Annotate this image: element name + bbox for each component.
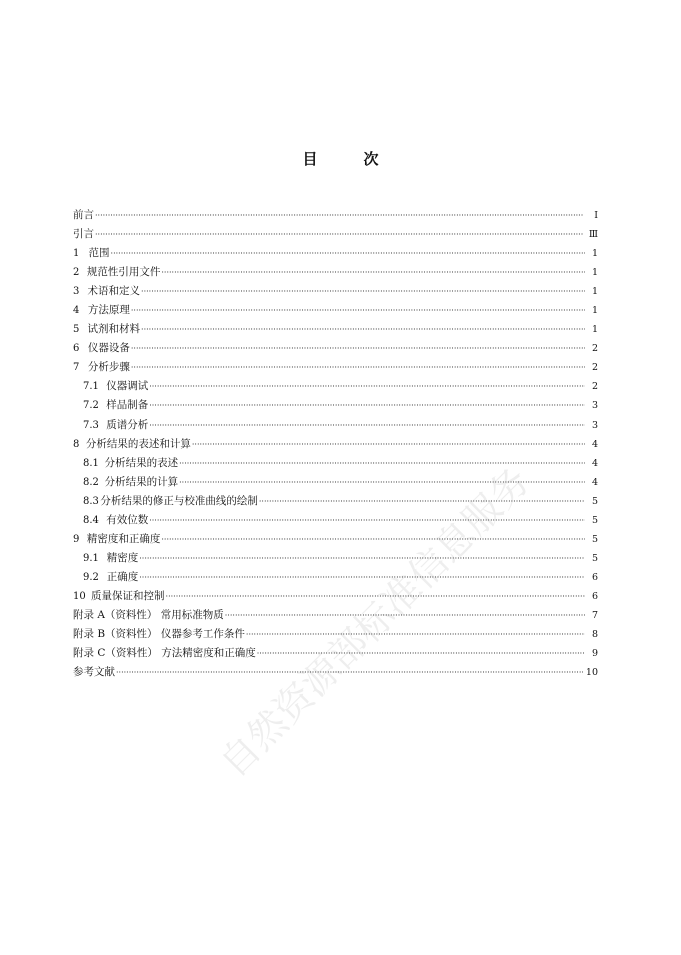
toc-label: 精密度和正确度 bbox=[86, 532, 161, 545]
toc-entry[interactable] bbox=[73, 606, 598, 625]
toc-entry[interactable] bbox=[73, 473, 598, 492]
toc-leader bbox=[161, 263, 585, 282]
title-right-char: 次 bbox=[363, 150, 379, 168]
toc-page: 5 bbox=[591, 514, 598, 526]
toc-leader bbox=[111, 244, 585, 263]
toc-entry[interactable] bbox=[73, 549, 598, 568]
toc-number: 8 bbox=[73, 438, 80, 450]
toc-leader bbox=[259, 492, 585, 511]
toc-label: 范围 bbox=[88, 247, 110, 260]
toc-number: 7.1 bbox=[83, 381, 99, 393]
toc-entry[interactable] bbox=[73, 454, 598, 473]
toc-entry[interactable] bbox=[73, 530, 598, 549]
toc-label: 分析结果的计算 bbox=[104, 475, 179, 488]
toc-entry[interactable] bbox=[73, 435, 598, 454]
toc-label: 术语和定义 bbox=[87, 285, 141, 298]
toc-leader bbox=[131, 339, 585, 358]
toc-page: 2 bbox=[591, 343, 598, 355]
toc-label: 分析结果的修正与校准曲线的绘制 bbox=[100, 494, 258, 507]
toc-page: Ⅲ bbox=[588, 229, 598, 241]
toc-label: 方法原理 bbox=[87, 304, 130, 317]
toc-entry[interactable] bbox=[73, 339, 598, 358]
toc-entry[interactable] bbox=[73, 377, 598, 396]
toc-page: 3 bbox=[591, 400, 598, 412]
toc-number: 8.4 bbox=[83, 514, 99, 526]
toc-label: 参考文献 bbox=[73, 666, 115, 679]
toc-number: 2 bbox=[73, 267, 80, 279]
toc-entry[interactable] bbox=[73, 301, 598, 320]
watermark: 自然资源部标准信息服务 bbox=[211, 458, 539, 786]
toc-page: 9 bbox=[591, 648, 598, 660]
toc-page: 7 bbox=[591, 609, 598, 621]
toc-leader bbox=[149, 377, 585, 396]
toc-leader bbox=[116, 663, 583, 682]
table-of-contents bbox=[73, 206, 598, 682]
toc-page: 6 bbox=[591, 571, 598, 583]
toc-number: 1 bbox=[73, 248, 80, 260]
toc-entry[interactable] bbox=[73, 511, 598, 530]
toc-label: 样品制备 bbox=[106, 399, 149, 412]
toc-label: 附录 B（资料性） 仪器参考工作条件 bbox=[73, 628, 245, 641]
toc-entry[interactable] bbox=[73, 282, 598, 301]
toc-leader bbox=[141, 320, 585, 339]
toc-label: 分析步骤 bbox=[87, 361, 130, 374]
toc-label: 引言 bbox=[73, 228, 94, 241]
toc-entry[interactable] bbox=[73, 396, 598, 415]
toc-leader bbox=[179, 473, 585, 492]
toc-label: 前言 bbox=[73, 209, 94, 221]
toc-entry[interactable] bbox=[73, 568, 598, 587]
toc-entry[interactable] bbox=[73, 206, 598, 225]
toc-label: 精密度 bbox=[106, 551, 139, 564]
toc-leader bbox=[139, 568, 585, 587]
toc-label: 附录 A（资料性） 常用标准物质 bbox=[73, 608, 224, 621]
title-left-char: 目 bbox=[302, 150, 318, 168]
toc-entry[interactable] bbox=[73, 492, 598, 511]
toc-page: 6 bbox=[591, 590, 598, 602]
toc-page: 5 bbox=[591, 552, 598, 564]
toc-leader bbox=[149, 416, 585, 435]
toc-number: 8.1 bbox=[83, 457, 99, 469]
toc-entry[interactable] bbox=[73, 644, 598, 663]
toc-page: 1 bbox=[591, 248, 598, 260]
toc-page: 3 bbox=[591, 419, 598, 431]
toc-leader bbox=[95, 225, 585, 244]
toc-entry[interactable] bbox=[73, 663, 598, 682]
toc-number: 8.2 bbox=[83, 476, 99, 488]
toc-label: 质量保证和控制 bbox=[91, 589, 165, 602]
toc-leader bbox=[161, 530, 585, 549]
toc-entry[interactable] bbox=[73, 625, 598, 644]
toc-number: 7.3 bbox=[83, 419, 99, 431]
toc-number: 3 bbox=[73, 286, 80, 298]
toc-leader bbox=[179, 454, 585, 473]
page-title bbox=[0, 148, 681, 169]
toc-leader bbox=[149, 396, 585, 415]
toc-label: 附录 C（资料性） 方法精密度和正确度 bbox=[73, 647, 256, 660]
toc-leader bbox=[131, 358, 585, 377]
toc-label: 分析结果的表述 bbox=[104, 456, 179, 469]
toc-entry[interactable] bbox=[73, 263, 598, 282]
toc-page: 4 bbox=[591, 457, 598, 469]
toc-leader bbox=[149, 511, 585, 530]
toc-entry[interactable] bbox=[73, 244, 598, 263]
toc-entry[interactable] bbox=[73, 416, 598, 435]
toc-number: 9 bbox=[73, 533, 80, 545]
toc-number: 9.2 bbox=[83, 571, 99, 583]
toc-page: Ⅰ bbox=[594, 210, 598, 221]
toc-page: 10 bbox=[585, 667, 598, 679]
toc-label: 有效位数 bbox=[106, 513, 149, 526]
toc-leader bbox=[166, 587, 585, 606]
toc-leader bbox=[246, 625, 585, 644]
toc-label: 正确度 bbox=[106, 570, 139, 583]
toc-label: 质谱分析 bbox=[106, 418, 149, 431]
toc-page: 5 bbox=[591, 533, 598, 545]
toc-label: 仪器调试 bbox=[106, 380, 149, 393]
toc-entry[interactable] bbox=[73, 225, 598, 244]
toc-label: 试剂和材料 bbox=[87, 323, 141, 336]
toc-leader bbox=[95, 206, 585, 225]
toc-entry[interactable] bbox=[73, 320, 598, 339]
toc-number: 5 bbox=[73, 324, 80, 336]
toc-page: 1 bbox=[591, 267, 598, 279]
toc-page: 1 bbox=[591, 305, 598, 317]
toc-entry[interactable] bbox=[73, 587, 598, 606]
toc-number: 7 bbox=[73, 362, 80, 374]
toc-page: 1 bbox=[591, 324, 598, 336]
toc-label: 仪器设备 bbox=[87, 342, 130, 355]
toc-label: 分析结果的表述和计算 bbox=[85, 437, 191, 450]
toc-leader bbox=[131, 301, 585, 320]
toc-number: 10 bbox=[73, 590, 86, 602]
toc-number: 8.3 bbox=[83, 495, 99, 507]
toc-label: 规范性引用文件 bbox=[86, 266, 161, 279]
toc-leader bbox=[139, 549, 585, 568]
toc-page: 4 bbox=[591, 476, 598, 488]
toc-leader bbox=[192, 435, 585, 454]
toc-page: 2 bbox=[591, 362, 598, 374]
toc-page: 2 bbox=[591, 381, 598, 393]
toc-entry[interactable] bbox=[73, 358, 598, 377]
toc-number: 7.2 bbox=[83, 400, 99, 412]
toc-number: 6 bbox=[73, 343, 80, 355]
toc-page: 4 bbox=[591, 438, 598, 450]
toc-leader bbox=[141, 282, 585, 301]
toc-page: 5 bbox=[591, 495, 598, 507]
toc-number: 9.1 bbox=[83, 552, 99, 564]
toc-leader bbox=[257, 644, 585, 663]
toc-leader bbox=[225, 606, 585, 625]
toc-page: 8 bbox=[591, 629, 598, 641]
toc-number: 4 bbox=[73, 305, 80, 317]
toc-page: 1 bbox=[591, 286, 598, 298]
